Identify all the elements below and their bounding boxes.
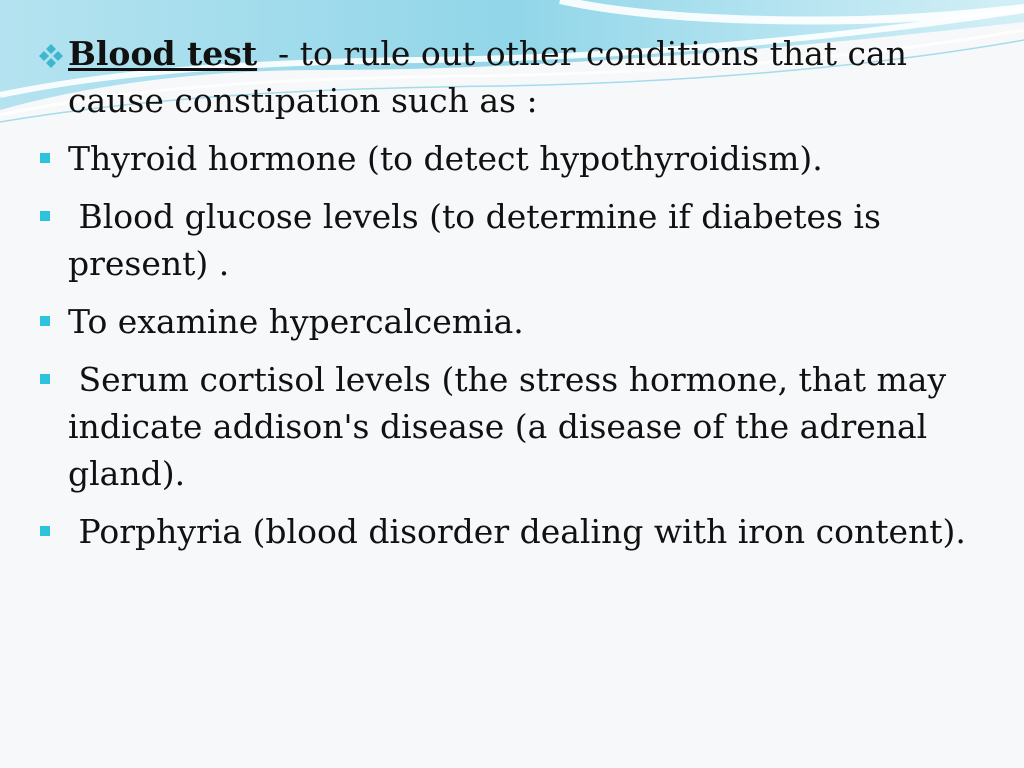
lead-item [38,30,968,124]
bullet-item [38,298,968,345]
square-bullet-icon [40,374,50,384]
square-bullet-icon [40,526,50,536]
slide-content [38,30,968,566]
square-bullet-icon [40,316,50,326]
square-bullet-icon [40,211,50,221]
bullet-text: Porphyria (blood disorder dealing with iron content). [68,512,966,551]
bullet-text: Blood glucose levels (to determine if diabetes is present) . [68,197,892,283]
bullet-text: Thyroid hormone (to detect hypothyroidism). [68,139,823,178]
diamond-cluster-icon [38,43,64,69]
bullet-text: To examine hypercalcemia. [68,302,524,341]
bullet-item [38,356,968,497]
lead-text: - to rule out other conditions that can cause constipation such as : [68,34,918,120]
bullet-item [38,135,968,182]
square-bullet-icon [40,153,50,163]
lead-title: Blood test [68,34,258,73]
bullet-item [38,508,968,555]
bullet-item [38,193,968,287]
bullet-text: Serum cortisol levels (the stress hormone, that may indicate addison's disease (a disease of the adrenal gland). [68,360,957,493]
